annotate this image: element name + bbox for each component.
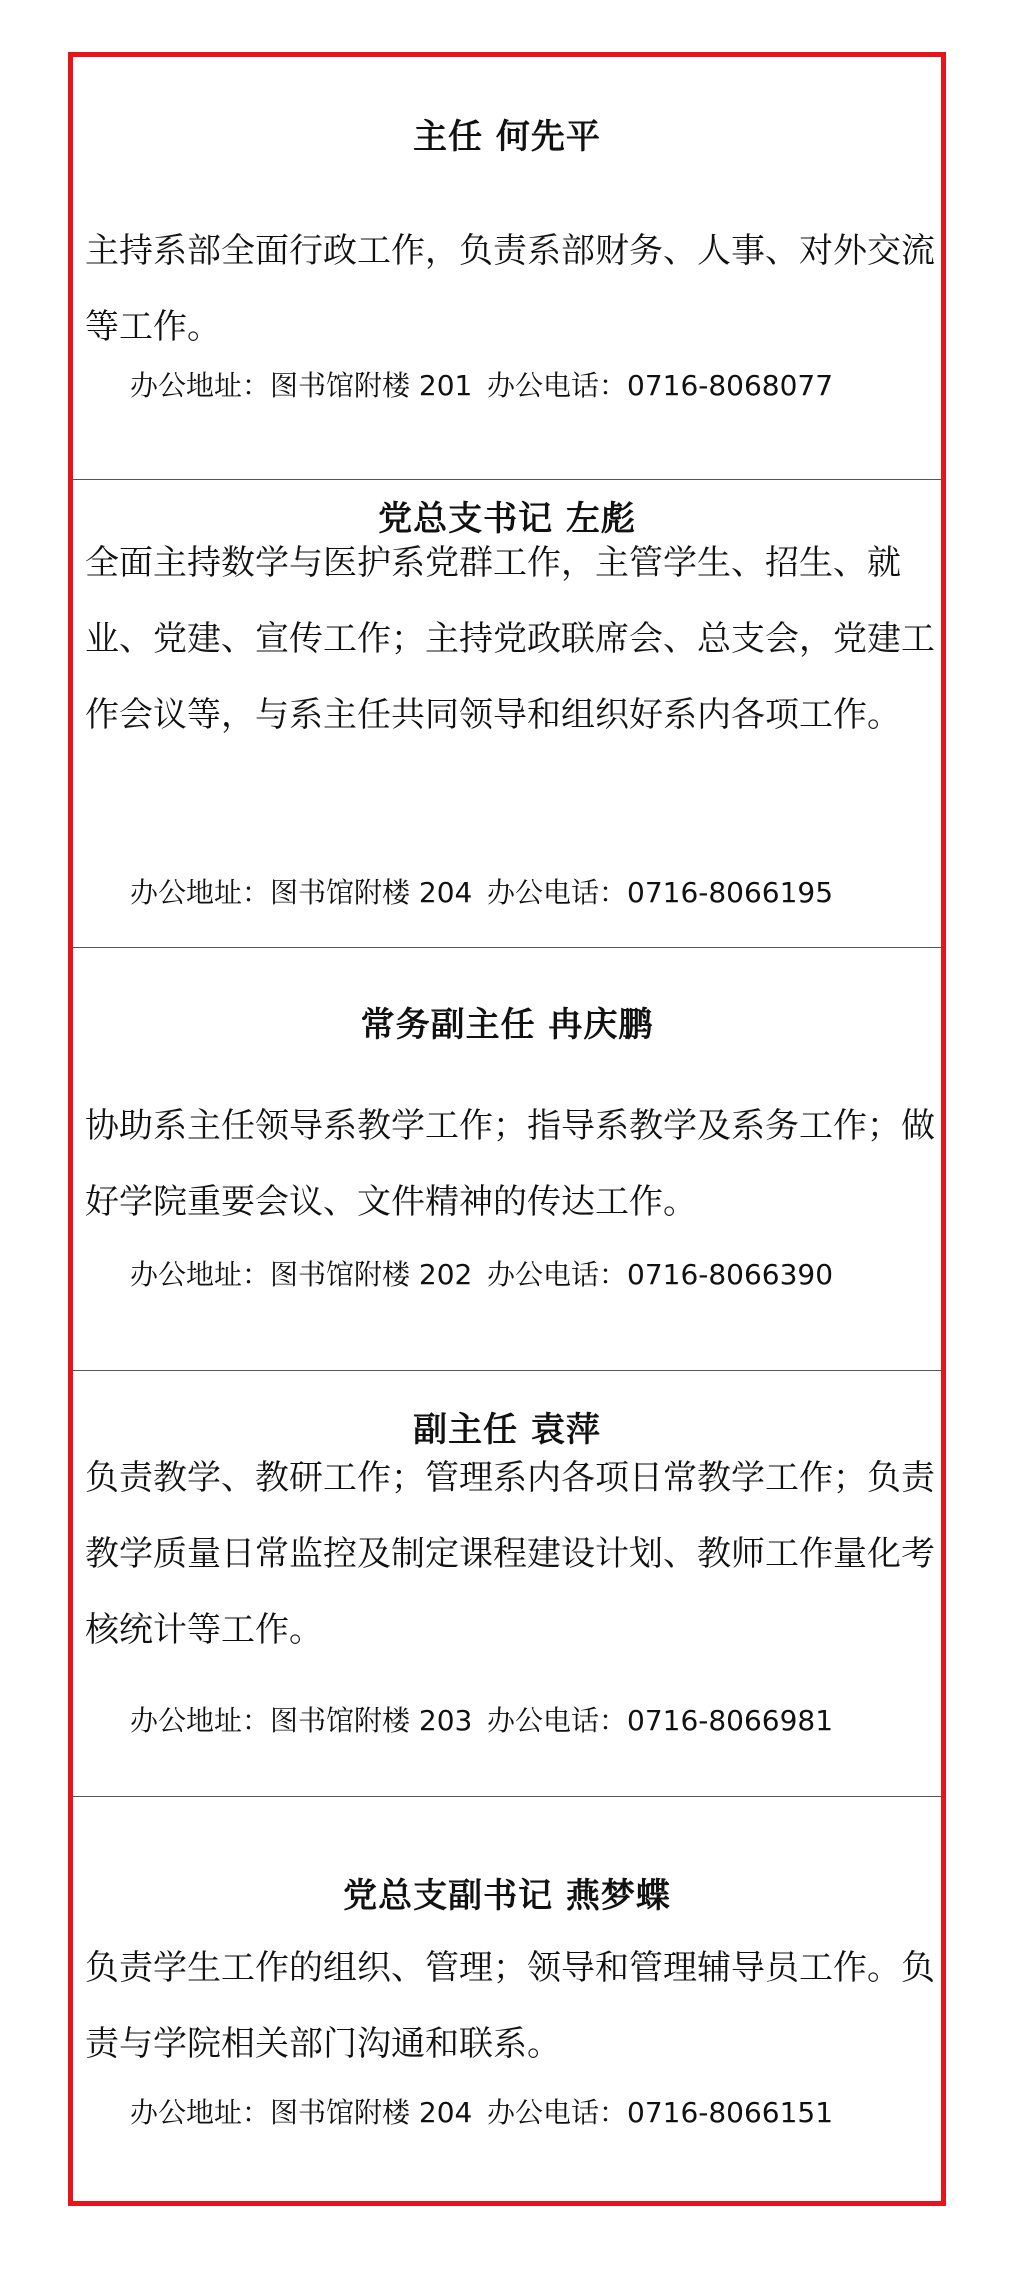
staff-section-party-secretary <box>73 479 941 948</box>
staff-section-deputy-party-secretary <box>73 1796 941 2201</box>
section-title: 常务副主任 冉庆鹏 <box>360 1005 654 1045</box>
section-title: 副主任 袁萍 <box>413 1410 601 1450</box>
section-description: 全面主持数学与医护系党群工作，主管学生、招生、就业、党建、宣传工作；主持党政联席会、总支会，党建工作会议等，与系主任共同领导和组织好系内各项工作。 <box>85 543 935 735</box>
contact-line <box>130 364 941 404</box>
section-title: 党总支书记 左彪 <box>378 499 636 539</box>
section-description: 负责教学、教研工作；管理系内各项日常教学工作；负责教学质量日常监控及制定课程建设计划、教师工作量化考核统计等工作。 <box>85 1458 935 1650</box>
section-title: 党总支副书记 燕梦蝶 <box>343 1876 671 1916</box>
office-address: 办公地址：图书馆附楼 202 <box>130 1258 473 1291</box>
contact-line <box>130 2091 941 2131</box>
staff-section-director <box>73 57 941 480</box>
contact-line <box>130 1699 941 1739</box>
staff-section-deputy-director <box>73 1370 941 1797</box>
office-phone: 办公电话：0716-8066195 <box>487 876 834 909</box>
content-frame <box>68 52 946 2206</box>
contact-line <box>130 1253 941 1293</box>
section-description: 主持系部全面行政工作，负责系部财务、人事、对外交流等工作。 <box>85 231 935 347</box>
section-description: 负责学生工作的组织、管理；领导和管理辅导员工作。负责与学院相关部门沟通和联系。 <box>85 1948 935 2064</box>
section-description: 协助系主任领导系教学工作；指导系教学及系务工作；做好学院重要会议、文件精神的传达工作。 <box>85 1106 935 1222</box>
office-address: 办公地址：图书馆附楼 204 <box>130 2096 473 2129</box>
contact-line <box>130 871 941 911</box>
office-phone: 办公电话：0716-8066390 <box>487 1258 834 1291</box>
office-phone: 办公电话：0716-8068077 <box>487 369 834 402</box>
section-title: 主任 何先平 <box>413 117 601 157</box>
staff-section-executive-deputy-director <box>73 947 941 1371</box>
office-address: 办公地址：图书馆附楼 203 <box>130 1704 473 1737</box>
office-address: 办公地址：图书馆附楼 201 <box>130 369 473 402</box>
office-phone: 办公电话：0716-8066981 <box>487 1704 834 1737</box>
office-phone: 办公电话：0716-8066151 <box>487 2096 834 2129</box>
office-address: 办公地址：图书馆附楼 204 <box>130 876 473 909</box>
